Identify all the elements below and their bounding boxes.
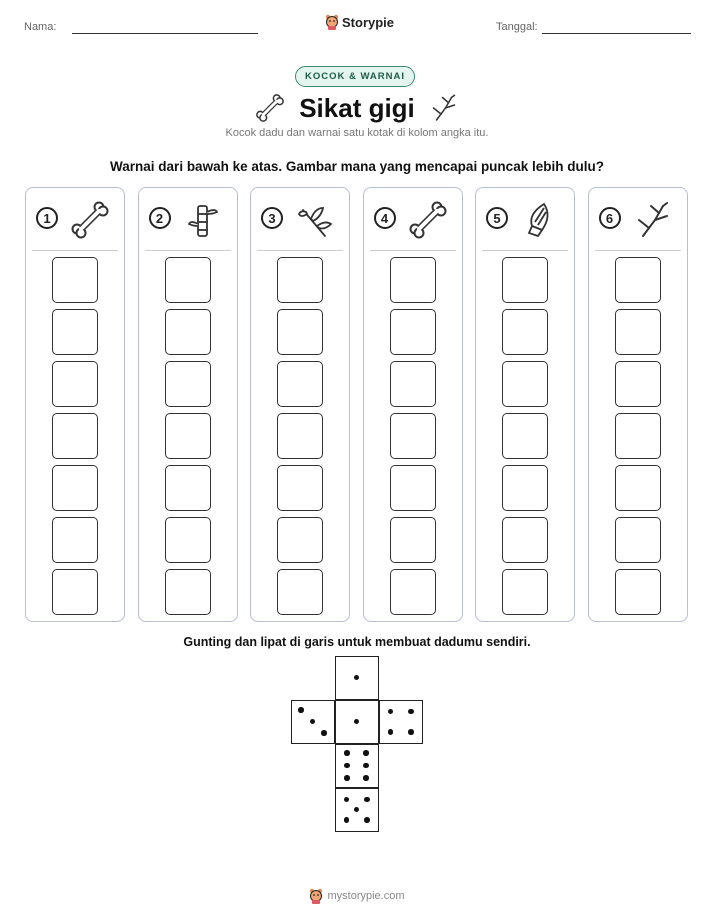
bear-icon: [309, 888, 323, 904]
dice-pip: [363, 775, 369, 781]
color-box[interactable]: [615, 361, 661, 407]
color-box[interactable]: [277, 569, 323, 615]
column-divider: [145, 250, 231, 251]
color-box[interactable]: [502, 517, 548, 563]
color-box[interactable]: [277, 309, 323, 355]
column-divider: [257, 250, 343, 251]
subtitle: Kocok dadu dan warnai satu kotak di kolom angka itu.: [225, 127, 489, 139]
column-number: 1: [36, 207, 58, 229]
color-box[interactable]: [165, 569, 211, 615]
date-label: Tanggal:: [496, 21, 538, 33]
title-row: [0, 92, 714, 124]
color-box[interactable]: [52, 517, 98, 563]
instruction: Warnai dari bawah ke atas. Gambar mana yang mencapai puncak lebih dulu?: [110, 159, 604, 174]
color-box[interactable]: [52, 309, 98, 355]
color-box[interactable]: [165, 465, 211, 511]
brush-head-icon: [520, 200, 560, 240]
dice-pip: [364, 817, 370, 823]
color-box[interactable]: [390, 465, 436, 511]
dice-pip: [344, 775, 350, 781]
dice-face: [379, 700, 423, 744]
color-box[interactable]: [390, 569, 436, 615]
dice-face: [335, 656, 379, 700]
color-box[interactable]: [615, 413, 661, 459]
dice-pip: [363, 763, 369, 769]
bear-icon: [325, 14, 339, 30]
color-box[interactable]: [615, 309, 661, 355]
twig-icon: [429, 93, 459, 123]
color-box[interactable]: [277, 517, 323, 563]
footer-url: mystorypie.com: [327, 890, 405, 902]
dice-pip: [354, 807, 360, 813]
dice-pip: [344, 750, 350, 756]
color-box[interactable]: [277, 257, 323, 303]
bone-icon: [70, 200, 110, 240]
column-4: [363, 187, 463, 622]
dice-pip: [388, 729, 394, 735]
color-box[interactable]: [502, 257, 548, 303]
dice-pip: [344, 763, 350, 769]
date-field-line[interactable]: [542, 33, 691, 34]
dice-face: [335, 744, 379, 788]
column-3: [250, 187, 350, 622]
column-number: 4: [374, 207, 396, 229]
column-divider: [370, 250, 456, 251]
dice-pip: [364, 797, 370, 803]
column-divider: [595, 250, 681, 251]
dice-face: [335, 788, 379, 832]
color-box[interactable]: [277, 465, 323, 511]
dice-pip: [388, 709, 394, 715]
dice-pip: [408, 709, 414, 715]
color-box[interactable]: [390, 517, 436, 563]
column-number: 3: [261, 207, 283, 229]
color-box[interactable]: [52, 569, 98, 615]
color-box[interactable]: [502, 309, 548, 355]
color-box[interactable]: [52, 465, 98, 511]
dice-pip: [408, 729, 414, 735]
color-box[interactable]: [615, 465, 661, 511]
color-box[interactable]: [502, 569, 548, 615]
column-1: [25, 187, 125, 622]
color-box[interactable]: [390, 309, 436, 355]
leaf-twig-icon: [295, 200, 335, 240]
name-field-line[interactable]: [72, 33, 258, 34]
color-box[interactable]: [390, 361, 436, 407]
dice-pip: [354, 675, 360, 681]
color-box[interactable]: [390, 257, 436, 303]
color-box[interactable]: [390, 413, 436, 459]
column-number: 6: [599, 207, 621, 229]
dice-pip: [310, 719, 316, 725]
column-divider: [32, 250, 118, 251]
bone-icon: [255, 93, 285, 123]
color-box[interactable]: [165, 517, 211, 563]
color-box[interactable]: [502, 465, 548, 511]
dice-pip: [298, 707, 304, 713]
column-6: [588, 187, 688, 622]
color-box[interactable]: [615, 569, 661, 615]
color-box[interactable]: [52, 257, 98, 303]
column-divider: [482, 250, 568, 251]
dice-pip: [344, 817, 350, 823]
dice-pip: [354, 719, 360, 725]
page-title: Sikat gigi: [299, 92, 415, 123]
dice-pip: [344, 797, 350, 803]
color-box[interactable]: [165, 257, 211, 303]
color-box[interactable]: [277, 413, 323, 459]
column-number: 5: [486, 207, 508, 229]
name-label: Nama:: [24, 21, 57, 33]
activity-badge: KOCOK & WARNAI: [295, 66, 415, 87]
dice-face: [335, 700, 379, 744]
dice-face: [291, 700, 335, 744]
color-box[interactable]: [52, 361, 98, 407]
color-box[interactable]: [165, 309, 211, 355]
dice-instruction: Gunting dan lipat di garis untuk membuat dadumu sendiri.: [183, 635, 531, 649]
column-2: [138, 187, 238, 622]
color-box[interactable]: [165, 413, 211, 459]
bone-icon: [408, 200, 448, 240]
color-box[interactable]: [502, 413, 548, 459]
dice-pip: [363, 750, 369, 756]
color-box[interactable]: [502, 361, 548, 407]
brand-name: Storypie: [342, 14, 395, 30]
color-box[interactable]: [165, 361, 211, 407]
color-box[interactable]: [277, 361, 323, 407]
twig-icon: [633, 200, 673, 240]
bamboo-icon: [183, 200, 223, 240]
dice-pip: [321, 730, 327, 736]
column-number: 2: [149, 207, 171, 229]
color-box[interactable]: [52, 413, 98, 459]
color-box[interactable]: [615, 257, 661, 303]
brand-logo: [325, 14, 394, 30]
color-box[interactable]: [615, 517, 661, 563]
footer: [0, 886, 714, 906]
column-5: [475, 187, 575, 622]
